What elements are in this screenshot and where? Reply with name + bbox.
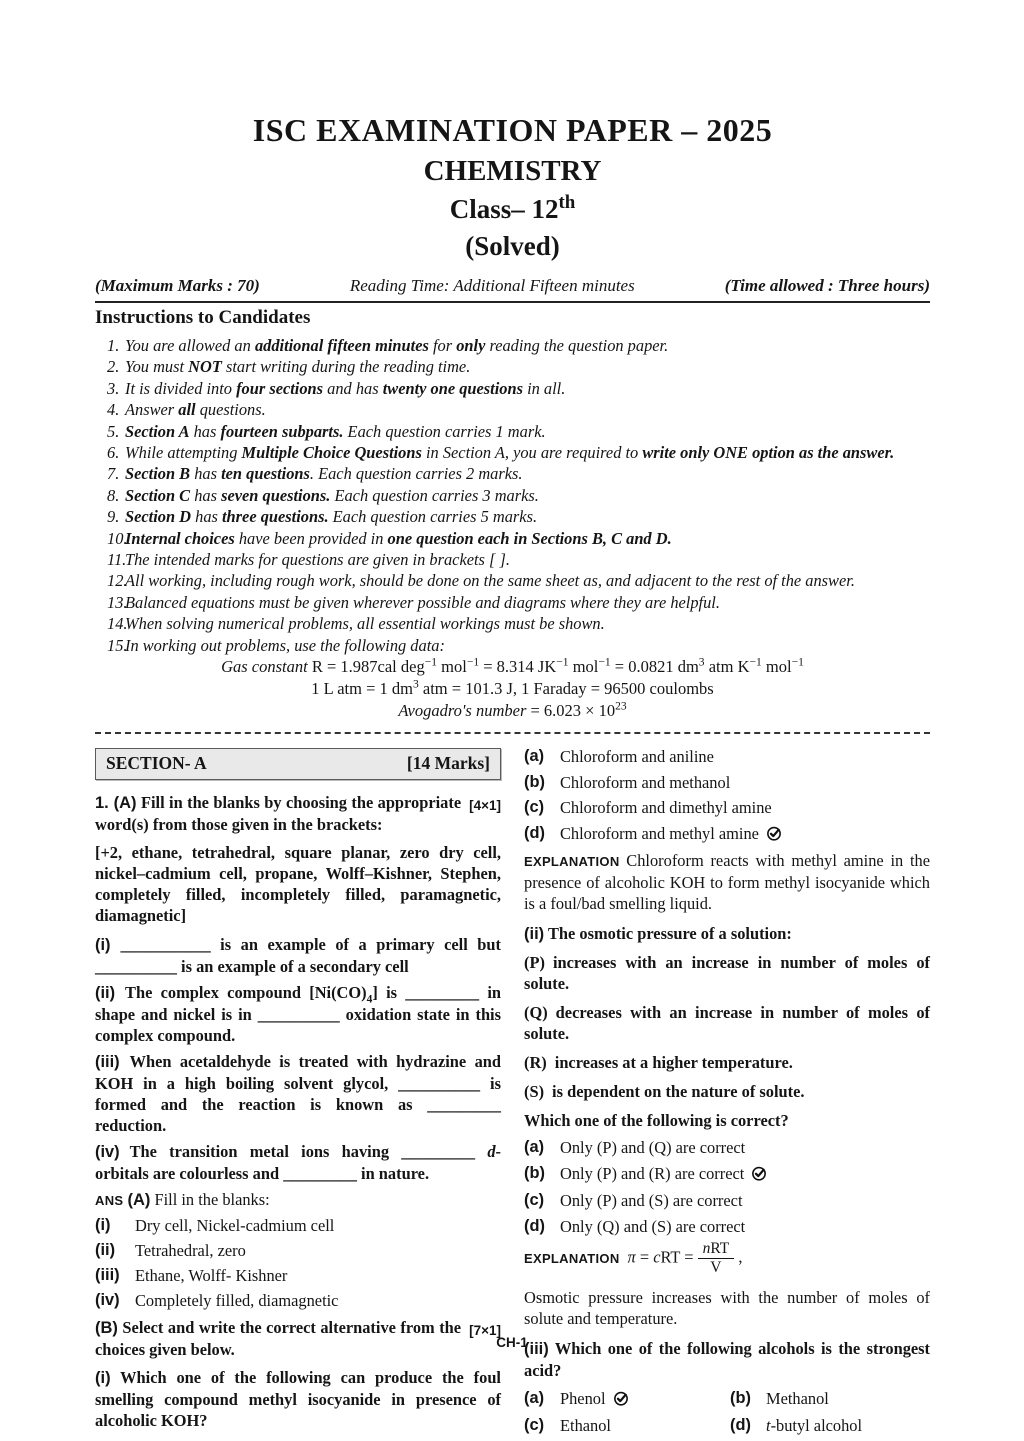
question-1b-ii — [524, 923, 930, 945]
explanation-tag: EXPLANATION — [524, 1251, 620, 1267]
ans-tag: ANS — [95, 1193, 124, 1209]
question-1b-marks: [7×1] — [469, 1323, 501, 1339]
paper-class: Class– 12th — [449, 192, 576, 224]
blank-item-ii: (ii) The complex compound $[Ni(CO)_4]$ is _________ in shape and nickel is in __________ oxidation state in this complex compound. — [95, 983, 501, 1046]
section-a-title: SECTION- A — [106, 753, 207, 774]
instruction-item: 14. When solving numerical problems, all essential workings must be shown. — [107, 614, 605, 634]
option-1bi-c: (c) Chloroform and dimethyl amine — [524, 798, 772, 818]
section-a-marks: [14 Marks] — [406, 753, 490, 774]
paper-solved-label: (Solved) — [465, 231, 560, 261]
option-1biii-a: (a) Phenol — [524, 1388, 724, 1411]
question-1b-i-label: (i) — [95, 1369, 111, 1388]
statement-p: (P) increases with an increase in number of moles of solute. — [524, 953, 930, 994]
physical-constants — [95, 656, 930, 722]
instruction-item: 11. The intended marks for questions are given in brackets [ ]. — [107, 550, 510, 570]
paper-title: ISC EXAMINATION PAPER – 2025 — [252, 112, 773, 148]
option-1bi-a: (a) Chloroform and aniline — [524, 747, 714, 767]
instruction-item: 6. While attempting Multiple Choice Questions in Section A, you are required to write only ONE option as the answer. — [107, 443, 895, 463]
question-1b-i — [95, 1367, 501, 1431]
latm-conversion-line: 1 L atm = 1 $dm^3$ atm = 101.3 J, 1 Faraday = 96500 coulombs — [311, 678, 714, 699]
question-1b-number: (B) — [95, 1319, 118, 1338]
question-1b-iii-text: Which one of the following alcohols is the strongest acid? — [524, 1338, 931, 1380]
question-1b-iii-label: (iii) — [524, 1339, 549, 1358]
option-1bii-d: (d) Only (Q) and (S) are correct — [524, 1216, 746, 1236]
question-1a-text: Fill in the blanks by choosing the appropriate word(s) from those given in the brackets: — [95, 793, 462, 835]
page-number: CH-1 — [496, 1335, 528, 1350]
answer-item-iv: (iv) Completely filled, diamagnetic — [95, 1291, 339, 1311]
option-1bii-c: (c) Only (P) and (S) are correct — [524, 1191, 743, 1211]
answer-item-ii: (ii) Tetrahedral, zero — [95, 1241, 246, 1261]
question-1a-word-bank: [+2, ethane, tetrahedral, square planar, zero dry cell, nickel–cadmium cell, propane, Wolff–Kishner, Stephen, completely filled, incompletely filled, paramagnetic, diamagnetic] — [95, 843, 501, 926]
statement-s: (S) is dependent on the nature of solute. — [524, 1082, 805, 1102]
statement-q: (Q) decreases with an increase in number of moles of solute. — [524, 1003, 930, 1044]
explanation-1bi: EXPLANATION Chloroform reacts with methyl amine in the presence of alcoholic KOH to form methyl isocyanide which is a foul/bad smelling liquid. — [524, 851, 930, 914]
reading-time: Reading Time: Additional Fifteen minutes — [349, 276, 635, 295]
instruction-item: 8. Section C has seven questions. Each question carries 3 marks. — [107, 485, 539, 505]
question-1a-number: 1. (A) — [95, 794, 137, 813]
question-1b-ii-text: The osmotic pressure of a solution: — [547, 924, 792, 944]
osmotic-pressure-formula: π = cRT = $\frac{\text{nRT}}{V}$ , — [627, 1240, 743, 1277]
correct-answer-icon — [613, 1390, 629, 1411]
instruction-item: 4. Answer all questions. — [107, 400, 266, 420]
instruction-item: 10. Internal choices have been provided in one question each in Sections B, C and D. — [107, 528, 672, 548]
question-1b-ii-prompt: Which one of the following is correct? — [524, 1111, 789, 1131]
instruction-item: 13. Balanced equations must be given wherever possible and diagrams where they are helpful. — [107, 592, 720, 612]
instruction-item: 12. All working, including rough work, should be done on the same sheet as, and adjacent to the rest of the answer. — [107, 571, 855, 591]
header-rule — [95, 301, 930, 303]
correct-answer-icon — [751, 1165, 767, 1186]
option-1bii-a: (a) Only (P) and (Q) are correct — [524, 1138, 746, 1158]
explanation-1bii-note: Osmotic pressure increases with the number of moles of solute and temperature. — [524, 1287, 930, 1328]
explanation-tag: EXPLANATION — [524, 854, 620, 870]
section-divider — [95, 732, 930, 734]
answer-item-i: (i) Dry cell, Nickel-cadmium cell — [95, 1216, 335, 1236]
option-1bii-b: (b) Only (P) and (R) are correct — [524, 1163, 930, 1186]
instructions-list — [95, 335, 930, 656]
instructions-heading: Instructions to Candidates — [95, 307, 311, 328]
answer-1a-heading: ANS (A) Fill in the blanks: — [95, 1190, 270, 1210]
section-a-header — [95, 748, 501, 780]
question-1a — [95, 792, 501, 835]
avogadro-line: Avogadro's number = $6.023 \times 10^{23}$ — [398, 700, 627, 721]
time-allowed: (Time allowed : Three hours) — [724, 276, 930, 295]
option-1biii-d: (d) t-butyl alcohol — [730, 1416, 863, 1436]
option-1biii-c: (c) Ethanol — [524, 1416, 611, 1436]
option-1biii-b: (b) Methanol — [730, 1388, 829, 1408]
blank-item-iv: (iv) The transition metal ions having _________ d-orbitals are colourless and _________ in nature. — [95, 1142, 501, 1184]
correct-answer-icon — [766, 825, 782, 846]
question-1b-text: Select and write the correct alternative from the choices given below. — [95, 1318, 462, 1360]
paper-header — [95, 112, 930, 262]
maximum-marks: (Maximum Marks : 70) — [95, 276, 260, 295]
statement-r: (R) increases at a higher temperature. — [524, 1053, 793, 1073]
instruction-item: 1. You are allowed an additional fifteen minutes for only reading the question paper. — [107, 336, 669, 355]
instruction-item: 15. In working out problems, use the following data: — [107, 635, 445, 655]
answer-item-iii: (iii) Ethane, Wolff- Kishner — [95, 1266, 288, 1286]
paper-subject: CHEMISTRY — [423, 155, 602, 187]
explanation-1bii-formula — [524, 1241, 930, 1277]
question-1b-ii-label: (ii) — [524, 925, 545, 944]
option-1bi-b: (b) Chloroform and methanol — [524, 772, 731, 792]
instruction-item: 5. Section A has fourteen subparts. Each question carries 1 mark. — [107, 421, 546, 441]
question-1b-i-text: Which one of the following can produce the foul smelling compound methyl isocyanide in presence of alcoholic KOH? — [95, 1368, 501, 1431]
instruction-item: 9. Section D has three questions. Each question carries 5 marks. — [107, 507, 538, 527]
gas-constant-line: Gas constant R = 1.987cal deg$^{-1}$ mol$^{-1}$ = 8.314 $JK^{-1}$ mol$^{-1}$ = 0.0821 $dm^3$ atm $K^{-1}$ mol$^{-1}$ — [221, 656, 804, 677]
option-1bi-d: (d) Chloroform and methyl amine — [524, 823, 930, 846]
instruction-item: 7. Section B has ten questions. Each question carries 2 marks. — [107, 464, 523, 484]
instruction-item: 3. It is divided into four sections and has twenty one questions in all. — [107, 378, 566, 398]
question-1a-marks: [4×1] — [469, 798, 501, 814]
blank-item-iii: (iii) When acetaldehyde is treated with hydrazine and KOH in a high boiling solvent glycol, __________ is formed and the reaction is known as _________ reduction. — [95, 1052, 501, 1136]
blank-item-i: (i) ___________ is an example of a primary cell but __________ is an example of a secondary cell — [95, 935, 501, 977]
paper-meta-row — [95, 276, 930, 301]
options-1biii — [524, 1388, 930, 1441]
instruction-item: 2. You must NOT start writing during the reading time. — [107, 357, 471, 377]
